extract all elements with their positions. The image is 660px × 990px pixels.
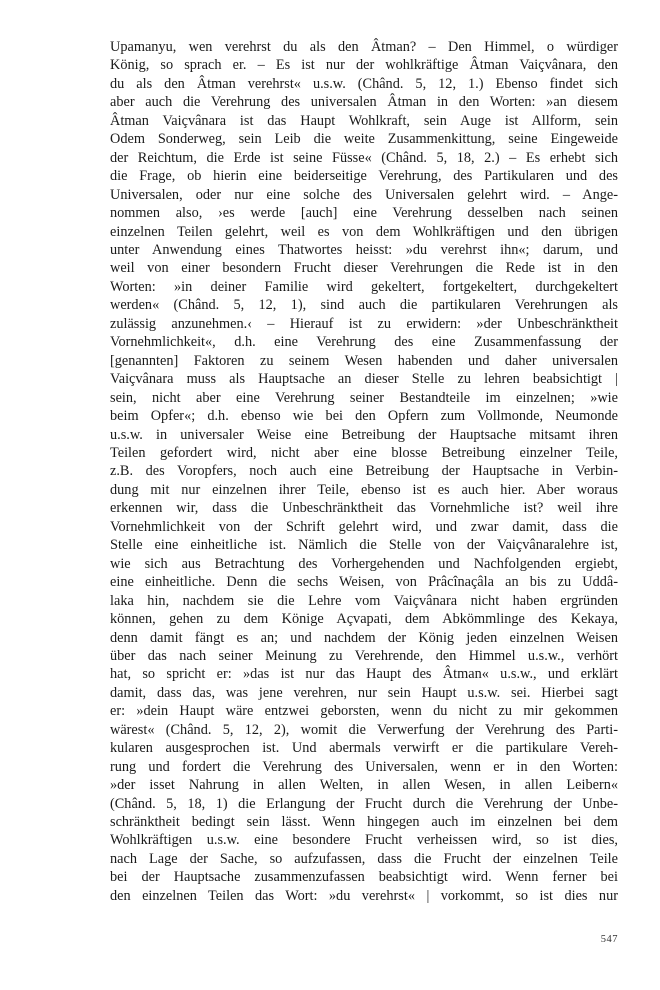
- text-line: [genannten] Faktoren zu seinem Wesen habenden und daher universalen: [110, 352, 618, 369]
- text-line: Upamanyu, wen verehrst du als den Âtman? – Den Himmel, o würdiger: [110, 39, 618, 55]
- text-line: dung mit nur einzelnen ihrer Teile, ebenso ist es auch hier. Aber woraus: [110, 481, 618, 498]
- text-line: Vaiçvânara muss als Hauptsache an dieser Stelle zu lehren beabsichtigt |: [110, 371, 618, 388]
- text-line: Worten: »in deiner Familie wird gekeltert, fortgekeltert, durchgekeltert: [110, 278, 618, 295]
- text-line: wie sich aus Betrachtung des Vorhergehenden und Nachfolgenden ergiebt,: [110, 555, 618, 572]
- text-line: sein, nicht aber eine Verehrung seiner Bestandteile im einzelnen; »wie: [110, 389, 618, 406]
- text-line: nach Lage der Sache, so aufzufassen, dass die Frucht der einzelnen Teile: [110, 850, 618, 867]
- text-line: laka hin, nachdem sie die Lehre vom Vaiçvânara nicht haben ergründen: [110, 592, 618, 609]
- text-line: Wohlkräftigen u.s.w. eine besondere Frucht verheissen wird, so ist dies,: [110, 832, 618, 849]
- text-line: du als den Âtman verehrst« u.s.w. (Chând. 5, 12, 1.) Ebenso findet sich: [110, 75, 618, 92]
- text-line: Odem Sonderweg, sein Leib die weite Zusammenkittung, seine Eingeweide: [110, 131, 618, 148]
- text-line: die Frage, ob hierin eine beiderseitige Verehrung, des Partikularen und des: [110, 168, 618, 185]
- text-line: aber auch die Verehrung des universalen Âtman in den Worten: »an diesem: [110, 94, 618, 111]
- text-line: wärest« (Chând. 5, 12, 2), womit die Verwerfung der Verehrung des Parti-: [110, 721, 618, 738]
- page-number: 547: [600, 934, 618, 945]
- text-line: einzelnen Teilen gelehrt, weil es von dem Wohlkräftigen und den übrigen: [110, 223, 618, 240]
- text-line: unter Anwendung eines Thatwortes heisst: »du verehrst ihn«; darum, und: [110, 241, 618, 258]
- text-line: hat, so spricht er: »das ist nur das Haupt des Âtman« u.s.w., und erklärt: [110, 666, 618, 683]
- text-line: rung und fordert die Verehrung des Universalen, wenn er in den Worten:: [110, 758, 618, 775]
- text-line: Vornehmlichkeit«, d.h. eine Verehrung des eine Zusammenfassung der: [110, 334, 618, 351]
- text-line: kularen ausgesprochen ist. Und abermals verwirft er die partikulare Vereh-: [110, 740, 618, 757]
- text-line: Âtman Vaiçvânara ist das Haupt Wohlkraft, sein Auge ist Allform, sein: [110, 112, 618, 129]
- text-line: z.B. des Voropfers, noch auch eine Betreibung der Hauptsache in Verbin-: [110, 463, 618, 480]
- text-line: Teilen gefordert wird, nicht aber eine blosse Betreibung einzelner Teile,: [110, 444, 618, 461]
- text-line: u.s.w. in universaler Weise eine Betreibung der Hauptsache mitsamt ihren: [110, 426, 618, 443]
- text-line: schränktheit bedingt sein lässt. Wenn hingegen auch im einzelnen bei dem: [110, 814, 618, 831]
- text-line: beim Opfer«; d.h. ebenso wie bei den Opfern zum Vollmonde, Neumonde: [110, 408, 618, 425]
- text-line: eine einheitliche. Denn die sechs Weisen, von Prâcînaçâla an bis zu Uddâ-: [110, 574, 618, 591]
- text-line: damit, dass das, was jene verehren, nur sein Haupt u.s.w. sei. Hierbei sagt: [110, 684, 618, 701]
- text-line: nommen also, ›es werde [auch] eine Verehrung desselben nach seinen: [110, 205, 618, 222]
- text-line: weil von einer besondern Frucht dieser Verehrungen die Rede ist in den: [110, 260, 618, 277]
- text-line: Vornehmlichkeit von der Schrift gelehrt wird, und zwar damit, dass die: [110, 518, 618, 535]
- text-line: den einzelnen Teilen das Wort: »du verehrst« | vorkommt, so ist dies nur: [110, 887, 618, 904]
- text-line: erkennen wir, dass die Unbeschränktheit das Vornehmliche ist? weil ihre: [110, 500, 618, 517]
- text-line: »der isset Nahrung in allen Welten, in allen Wesen, in allen Leibern«: [110, 777, 618, 794]
- text-line: König, so sprach er. – Es ist nur der wohlkräftige Âtman Vaiçvânara, den: [110, 57, 618, 74]
- text-line: denn damit fängt es an; und nachdem der König jeden einzelnen Weisen: [110, 629, 618, 646]
- text-line: Stelle eine einheitliche ist. Nämlich die Stelle von der Vaiçvânaralehre ist,: [110, 537, 618, 554]
- body-text: [110, 38, 618, 905]
- text-line: der Reichtum, die Erde ist seine Füsse« (Chând. 5, 18, 2.) – Es erhebt sich: [110, 149, 618, 166]
- text-line: können, gehen zu dem Könige Açvapati, dem Abkömmlinge des Kekaya,: [110, 611, 618, 628]
- text-line: werden« (Chând. 5, 12, 1), sind auch die partikularen Verehrungen als: [110, 297, 618, 314]
- text-line: (Chând. 5, 18, 1) die Erlangung der Frucht durch die Verehrung der Unbe-: [110, 795, 618, 812]
- text-line: bei der Hauptsache zusammenzufassen beabsichtigt wird. Wenn ferner bei: [110, 869, 618, 886]
- text-line: über das nach seiner Meinung zu Verehrende, den Himmel u.s.w., verhört: [110, 647, 618, 664]
- text-line: er: »dein Haupt wäre entzwei geborsten, wenn du nicht zu mir gekommen: [110, 703, 618, 720]
- text-line: zulässig anzunehmen.‹ – Hierauf ist zu erwidern: »der Unbeschränktheit: [110, 315, 618, 332]
- text-line: Universalen, oder nur eine solche des Universalen gelehrt wird. – Ange-: [110, 186, 618, 203]
